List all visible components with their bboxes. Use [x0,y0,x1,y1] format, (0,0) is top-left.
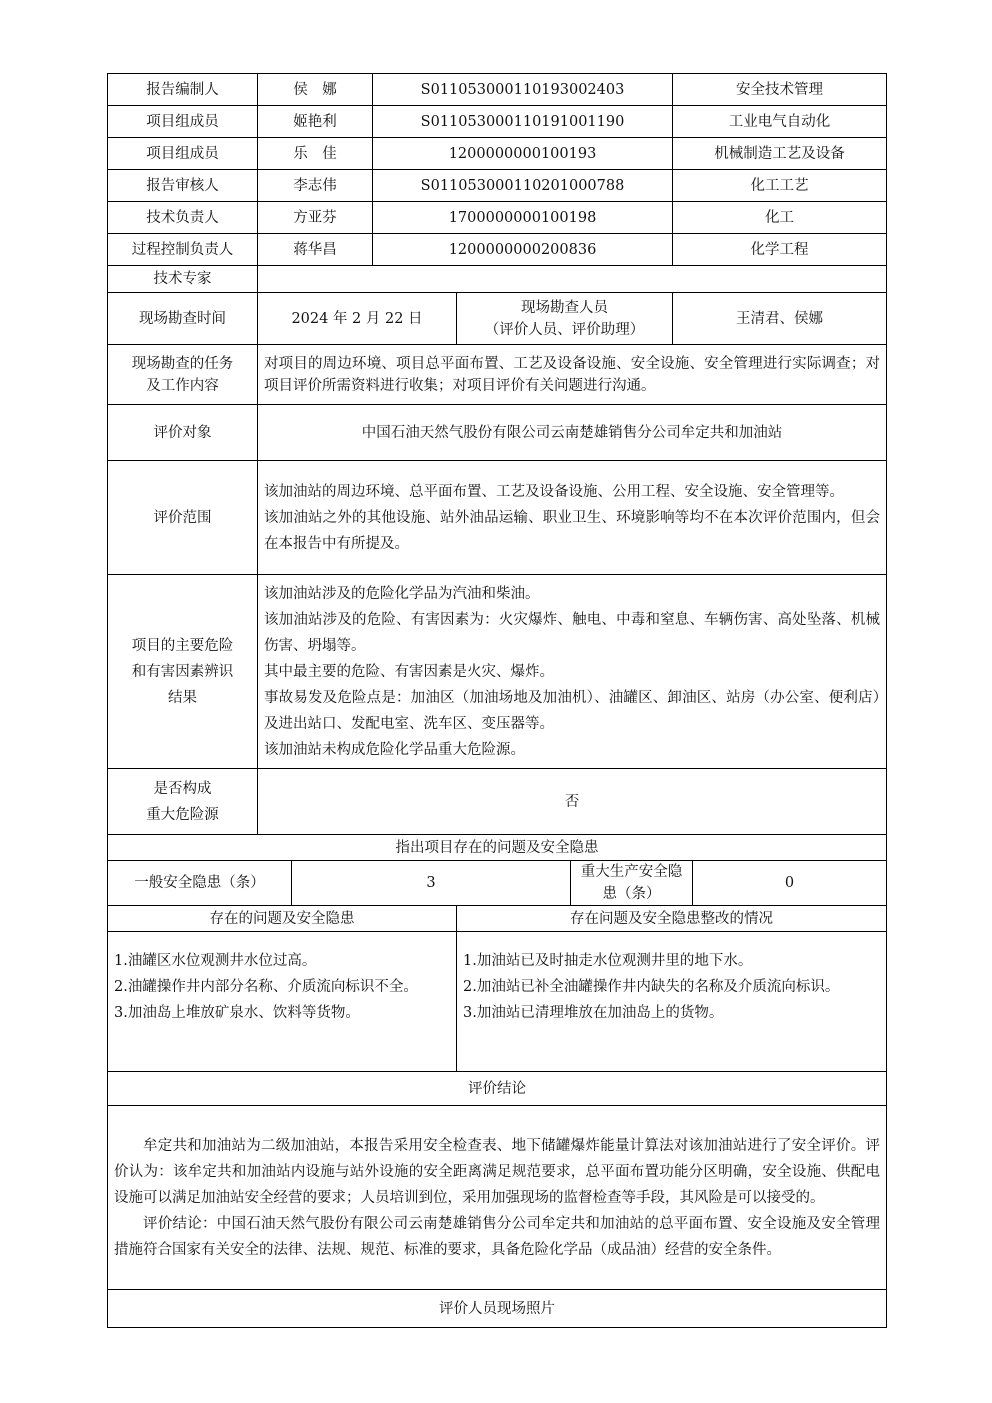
survey-staff-value: 王清君、侯娜 [673,293,887,345]
scope-line: 该加油站之外的其他设施、站外油品运输、职业卫生、环境影响等均不在本次评价范围内，但会在本报告中有所提及。 [264,509,881,552]
hazards-label-line: 结果 [168,689,197,706]
personnel-row [108,106,887,138]
general-hazard-label: 一般安全隐患（条） [108,861,292,906]
name-cell: 李志伟 [258,170,373,202]
object-row [108,405,887,461]
hazards-row [108,575,887,769]
hazards-line: 其中最主要的危险、有害因素是火灾、爆炸。 [264,663,554,680]
issues-right-list [457,932,887,1072]
hazards-line: 该加油站未构成危险化学品重大危险源。 [264,741,525,758]
rectification-item: 2.加油站已补全油罐操作井内缺失的名称及介质流向标识。 [463,979,840,995]
conclusion-title-row [108,1072,887,1106]
survey-staff-label-line: （评价人员、评价助理） [484,321,645,338]
photos-row [108,1290,887,1328]
survey-row [108,293,887,345]
personnel-row [108,74,887,106]
major-cell: 化工工艺 [673,170,887,202]
role-cell: 技术负责人 [108,202,258,234]
conclusion-paragraph: 评价结论：中国石油天然气股份有限公司云南楚雄销售分公司牟定共和加油站的总平面布置、安全设施及安全管理措施符合国家有关安全的法律、法规、规范、标准的要求，具备危险化学品（成品油）经营的安全条件。 [114,1215,881,1258]
survey-time-value: 2024 年 2 月 22 日 [258,293,457,345]
role-cell: 项目组成员 [108,138,258,170]
form-table [107,73,887,1328]
survey-staff-label-line: 现场勘查人员 [521,299,608,316]
issues-left-header: 存在的问题及安全隐患 [108,906,457,932]
name-cell: 姬艳利 [258,106,373,138]
role-cell: 报告审核人 [108,170,258,202]
task-row [108,345,887,405]
major-cell: 化工 [673,202,887,234]
hazards-line: 该加油站涉及的危险、有害因素为：火灾爆炸、触电、中毒和窒息、车辆伤害、高处坠落、机械伤害、坍塌等。 [264,611,881,654]
evaluation-form [107,73,886,1328]
hazards-line: 事故易发及危险点是：加油区（加油场地及加油机）、油罐区、卸油区、站房（办公室、便利店）及进出站口、发配电室、洗车区、变压器等。 [264,689,881,732]
cert-cell: S011053000110191001190 [373,106,673,138]
name-cell: 蒋华昌 [258,234,373,266]
major-hazard-count-label: 重大生产安全隐患（条） [571,861,693,906]
major-cell: 化学工程 [673,234,887,266]
task-label-line: 及工作内容 [146,377,219,394]
survey-time-label: 现场勘查时间 [108,293,258,345]
major-cell: 机械制造工艺及设备 [673,138,887,170]
general-hazard-count: 3 [292,861,571,906]
hazards-line: 该加油站涉及的危险化学品为汽油和柴油。 [264,585,540,602]
conclusion-title: 评价结论 [108,1072,887,1106]
scope-row [108,461,887,575]
hazards-label-line: 和有害因素辨识 [131,663,234,680]
cert-cell: S011053000110201000788 [373,170,673,202]
personnel-row [108,170,887,202]
hazards-label [108,575,258,769]
issues-right-header: 存在问题及安全隐患整改的情况 [457,906,887,932]
issues-header-row [108,906,887,932]
hazards-label-line: 项目的主要危险 [131,637,234,654]
personnel-row [108,202,887,234]
cert-cell: 1200000000100193 [373,138,673,170]
expert-label: 技术专家 [108,266,258,293]
major-hazard-label-line: 是否构成 [153,780,212,797]
conclusion-text [108,1106,887,1290]
role-cell: 过程控制负责人 [108,234,258,266]
issues-title-row [108,835,887,861]
task-text: 对项目的周边环境、项目总平面布置、工艺及设备设施、安全设施、安全管理进行实际调查；对项目评价所需资料进行收集；对项目评价有关问题进行沟通。 [258,345,887,405]
scope-line: 该加油站的周边环境、总平面布置、工艺及设备设施、公用工程、安全设施、安全管理等。 [264,483,844,500]
issue-item: 1.油罐区水位观测井水位过高。 [114,953,317,969]
scope-label: 评价范围 [108,461,258,575]
major-hazard-row [108,769,887,835]
photos-title: 评价人员现场照片 [108,1290,887,1328]
major-cell: 安全技术管理 [673,74,887,106]
issues-left-list [108,932,457,1072]
personnel-row [108,138,887,170]
name-cell: 乐 佳 [258,138,373,170]
issues-count-row [108,861,887,906]
issues-title: 指出项目存在的问题及安全隐患 [108,835,887,861]
cert-cell: 1200000000200836 [373,234,673,266]
expert-value [258,266,887,293]
issue-item: 3.加油岛上堆放矿泉水、饮料等货物。 [114,1005,360,1021]
major-hazard-count: 0 [693,861,887,906]
hazards-text [258,575,887,769]
task-label [108,345,258,405]
issues-list-row [108,932,887,1072]
name-cell: 侯 娜 [258,74,373,106]
object-label: 评价对象 [108,405,258,461]
role-cell: 项目组成员 [108,106,258,138]
role-cell: 报告编制人 [108,74,258,106]
major-hazard-label [108,769,258,835]
object-value: 中国石油天然气股份有限公司云南楚雄销售分公司牟定共和加油站 [258,405,887,461]
issue-item: 2.油罐操作井内部分名称、介质流向标识不全。 [114,979,418,995]
major-hazard-label-line: 重大危险源 [146,806,219,823]
major-hazard-value: 否 [258,769,887,835]
name-cell: 方亚芬 [258,202,373,234]
major-cell: 工业电气自动化 [673,106,887,138]
cert-cell: 1700000000100198 [373,202,673,234]
personnel-row [108,234,887,266]
conclusion-row [108,1106,887,1290]
cert-cell: S011053000110193002403 [373,74,673,106]
expert-row [108,266,887,293]
task-label-line: 现场勘查的任务 [131,355,234,372]
conclusion-paragraph: 牟定共和加油站为二级加油站，本报告采用安全检查表、地下储罐爆炸能量计算法对该加油站进行了安全评价。评价认为：该牟定共和加油站内设施与站外设施的安全距离满足规范要求，总平面布置功能分区明确，安全设施、供配电设施可以满足加油站安全经营的要求；人员培训到位，采用加强现场的监督检查等手段，其风险是可以接受的。 [114,1137,881,1206]
scope-text [258,461,887,575]
rectification-item: 1.加油站已及时抽走水位观测井里的地下水。 [463,953,753,969]
rectification-item: 3.加油站已清理堆放在加油岛上的货物。 [463,1005,724,1021]
survey-staff-label [457,293,673,345]
